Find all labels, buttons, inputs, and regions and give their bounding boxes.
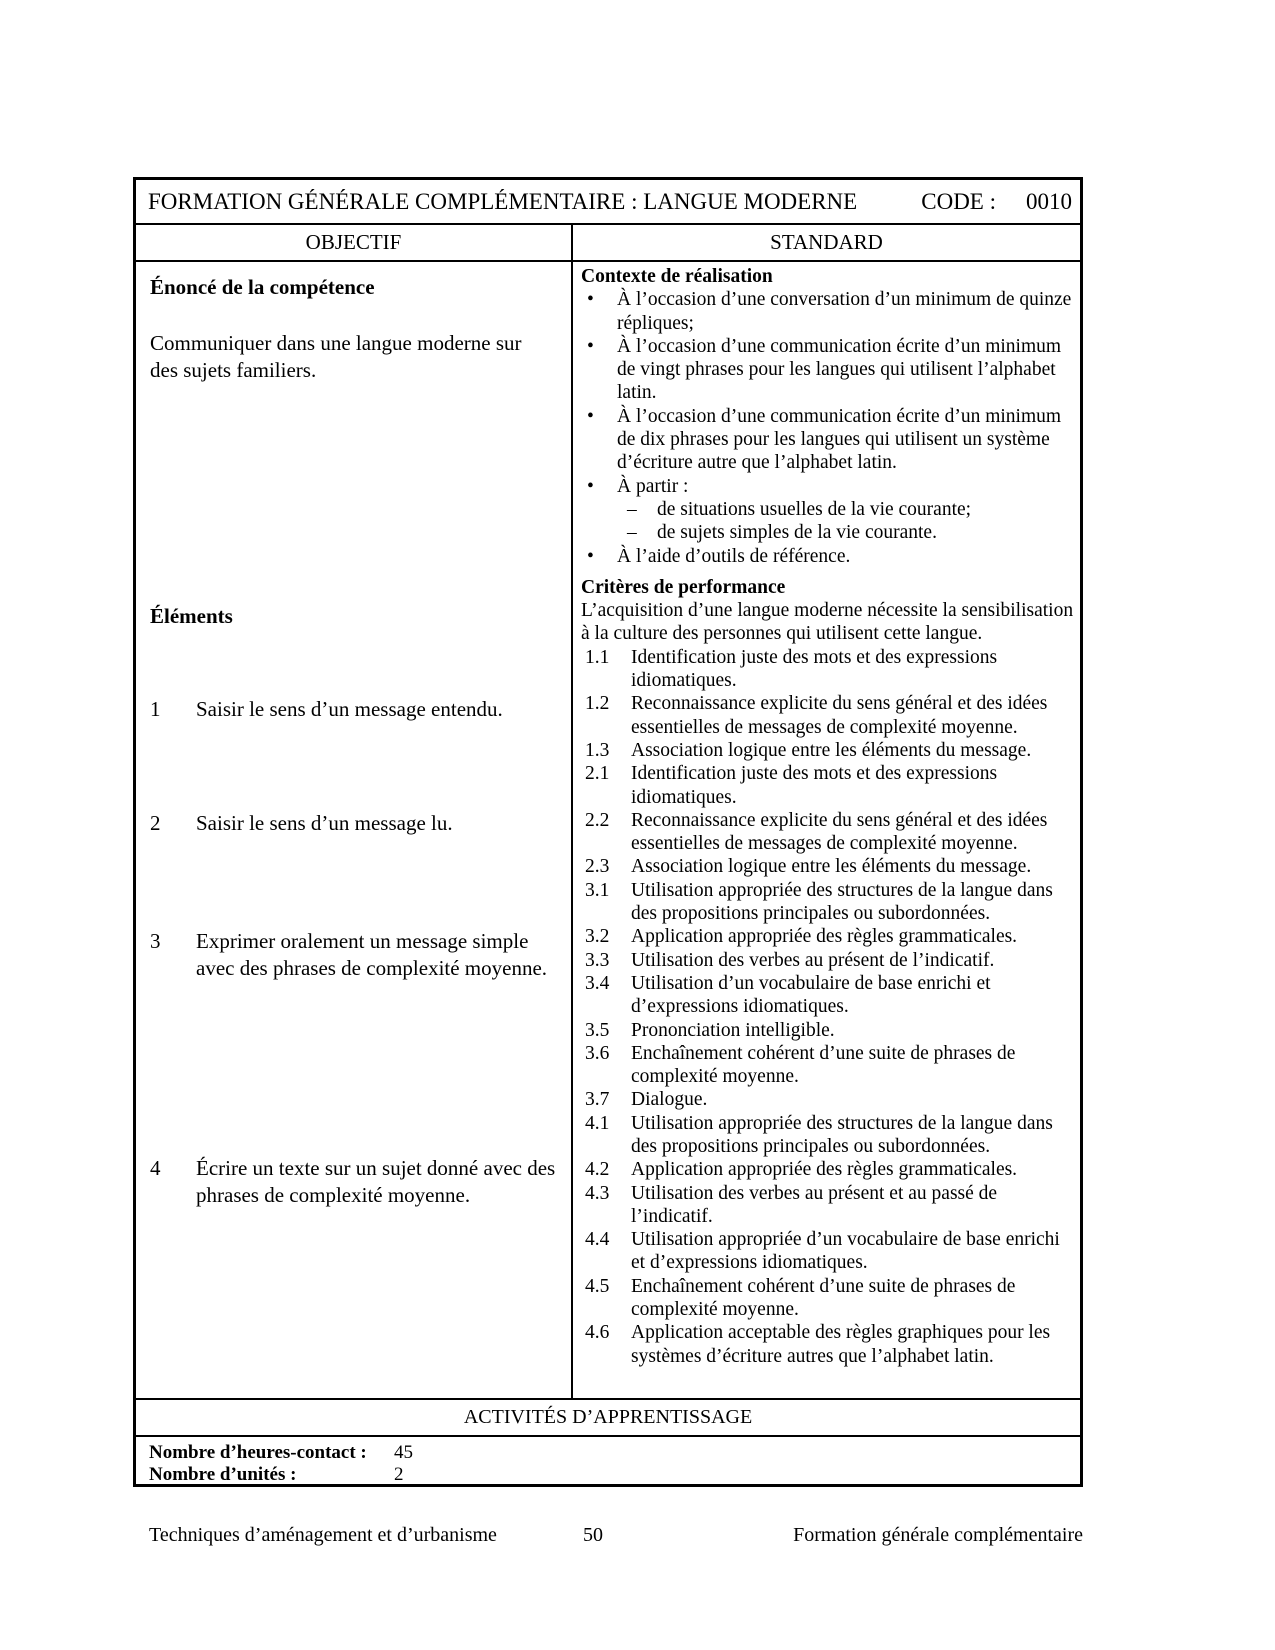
contexte-item: • À partir :: [581, 475, 1074, 498]
heures-value: 45: [394, 1442, 413, 1463]
contexte-item: • À l’occasion d’une conversation d’un minimum de quinze répliques;: [581, 288, 1074, 335]
element-item: [150, 928, 567, 982]
competency-table: [133, 177, 1083, 1487]
critere-number: 4.1: [585, 1112, 610, 1134]
critere-text: Utilisation des verbes au présent et au passé de l’indicatif.: [631, 1182, 998, 1227]
critere-item: [581, 692, 1074, 739]
critere-text: Application appropriée des règles grammaticales.: [631, 1159, 1018, 1181]
element-item: [150, 1155, 567, 1209]
critere-item: [581, 809, 1074, 856]
critere-item: [581, 1321, 1074, 1368]
standard-column-header: STANDARD: [770, 230, 883, 254]
critere-text: Utilisation appropriée d’un vocabulaire de base enrichi et d’expressions idiomatiques.: [631, 1229, 1060, 1274]
code-value: 0010: [1026, 188, 1072, 214]
contexte-subitem: – de sujets simples de la vie courante.: [581, 521, 1074, 544]
enonce-heading: Énoncé de la compétence: [150, 275, 375, 299]
critere-number: 3.3: [585, 949, 610, 971]
unites-label: Nombre d’unités :: [149, 1464, 297, 1485]
critere-number: 3.1: [585, 879, 610, 901]
critere-item: [581, 949, 1074, 972]
critere-number: 1.3: [585, 739, 610, 761]
standard-cell: [573, 262, 1080, 1398]
critere-number: 4.2: [585, 1159, 610, 1181]
critere-number: 3.6: [585, 1042, 610, 1064]
activites-row: [136, 1400, 1080, 1437]
critere-item: [581, 739, 1074, 762]
critere-text: Association logique entre les éléments du message.: [631, 739, 1032, 761]
criteres-intro: L’acquisition d’une langue moderne nécessite la sensibilisation à la culture des personnes qui utilisent cette langue.: [581, 600, 1074, 645]
critere-number: 3.2: [585, 926, 610, 948]
critere-item: [581, 1019, 1074, 1042]
critere-number: 3.4: [585, 972, 610, 994]
page-footer: [133, 1524, 1083, 1554]
element-item: [150, 810, 567, 837]
criteres-heading: Critères de performance: [581, 576, 786, 598]
footer-section-name: Formation générale complémentaire: [793, 1524, 1083, 1546]
critere-number: 4.5: [585, 1275, 610, 1297]
critere-item: [581, 879, 1074, 926]
critere-item: [581, 646, 1074, 693]
critere-text: Enchaînement cohérent d’une suite de phrases de complexité moyenne.: [631, 1042, 1016, 1088]
unites-line: [149, 1464, 1080, 1486]
hours-units-row: [136, 1437, 1080, 1484]
critere-text: Reconnaissance explicite du sens général et des idées essentielles de messages de complexité moyenne.: [631, 693, 1048, 738]
element-text: Saisir le sens d’un message entendu.: [196, 697, 503, 721]
critere-item: [581, 972, 1074, 1019]
contexte-item: • À l’occasion d’une communication écrite d’un minimum de dix phrases pour les langues qui utilisent un système d’écriture autre que l’alphabet latin.: [581, 405, 1074, 475]
contexte-item: • À l’aide d’outils de référence.: [581, 545, 1074, 568]
element-number: 2: [150, 811, 161, 835]
critere-text: Application acceptable des règles graphiques pour les systèmes d’écriture autres que l’alphabet latin.: [631, 1322, 1051, 1367]
element-number: 4: [150, 1156, 161, 1180]
critere-item: [581, 1042, 1074, 1089]
elements-heading: Éléments: [150, 604, 233, 628]
contexte-item: • À l’occasion d’une communication écrite d’un minimum de vingt phrases pour les langues qui utilisent l’alphabet latin.: [581, 335, 1074, 405]
contexte-subitem: – de situations usuelles de la vie courante;: [581, 498, 1074, 521]
objectif-column-header: OBJECTIF: [136, 225, 573, 260]
critere-number: 2.2: [585, 809, 610, 831]
critere-text: Reconnaissance explicite du sens général et des idées essentielles de messages de complexité moyenne.: [631, 809, 1048, 855]
critere-text: Utilisation d’un vocabulaire de base enrichi et d’expressions idiomatiques.: [631, 972, 991, 1018]
element-item: [150, 696, 567, 723]
critere-item: [581, 855, 1074, 878]
footer-program-name: Techniques d’aménagement et d’urbanisme: [149, 1524, 497, 1546]
code-group: [921, 189, 1072, 215]
criteres-section: [581, 576, 1074, 1368]
element-text: Écrire un texte sur un sujet donné avec des phrases de complexité moyenne.: [196, 1156, 556, 1207]
table-title: FORMATION GÉNÉRALE COMPLÉMENTAIRE : LANGUE MODERNE: [148, 188, 858, 214]
critere-number: 4.4: [585, 1229, 610, 1251]
objectif-cell: [136, 262, 573, 1398]
critere-number: 3.5: [585, 1019, 610, 1041]
critere-number: 2.1: [585, 763, 610, 785]
critere-item: [581, 762, 1074, 809]
critere-item: [581, 1158, 1074, 1181]
critere-number: 2.3: [585, 856, 610, 878]
code-label: CODE :: [921, 188, 996, 214]
critere-item: [581, 1182, 1074, 1229]
critere-item: [581, 1112, 1074, 1159]
critere-number: 4.6: [585, 1322, 610, 1344]
element-number: 1: [150, 697, 161, 721]
element-text: Exprimer oralement un message simple avec des phrases de complexité moyenne.: [196, 929, 548, 980]
critere-text: Utilisation appropriée des structures de la langue dans des propositions principales ou subordonnées.: [631, 879, 1053, 925]
critere-number: 1.2: [585, 693, 610, 715]
critere-text: Application appropriée des règles grammaticales.: [631, 926, 1018, 948]
heures-label: Nombre d’heures-contact :: [149, 1442, 367, 1463]
critere-text: Utilisation des verbes au présent de l’indicatif.: [631, 949, 995, 971]
critere-number: 3.7: [585, 1089, 610, 1111]
main-content-row: [136, 262, 1080, 1400]
activites-heading: ACTIVITÉS D’APPRENTISSAGE: [463, 1406, 753, 1428]
critere-text: Utilisation appropriée des structures de la langue dans des propositions principales ou subordonnées.: [631, 1112, 1053, 1157]
element-text: Saisir le sens d’un message lu.: [196, 811, 453, 835]
critere-item: [581, 1228, 1074, 1275]
critere-item: [581, 925, 1074, 948]
critere-text: Dialogue.: [631, 1089, 708, 1111]
table-title-row: [136, 180, 1080, 225]
critere-item: [581, 1088, 1074, 1111]
critere-number: 4.3: [585, 1182, 610, 1204]
critere-text: Enchaînement cohérent d’une suite de phrases de complexité moyenne.: [631, 1275, 1016, 1321]
critere-text: Identification juste des mots et des expressions idiomatiques.: [631, 646, 998, 692]
element-number: 3: [150, 929, 161, 953]
critere-number: 1.1: [585, 646, 610, 668]
heures-line: [149, 1442, 1080, 1464]
critere-text: Association logique entre les éléments du message.: [631, 856, 1032, 878]
critere-item: [581, 1275, 1074, 1322]
contexte-heading: Contexte de réalisation: [581, 266, 773, 287]
unites-value: 2: [394, 1464, 404, 1485]
enonce-text: Communiquer dans une langue moderne sur des sujets familiers.: [150, 331, 522, 382]
column-headers-row: [136, 225, 1080, 262]
critere-text: Identification juste des mots et des expressions idiomatiques.: [631, 763, 998, 808]
footer-page-number: 50: [583, 1524, 603, 1546]
critere-text: Prononciation intelligible.: [631, 1019, 835, 1041]
